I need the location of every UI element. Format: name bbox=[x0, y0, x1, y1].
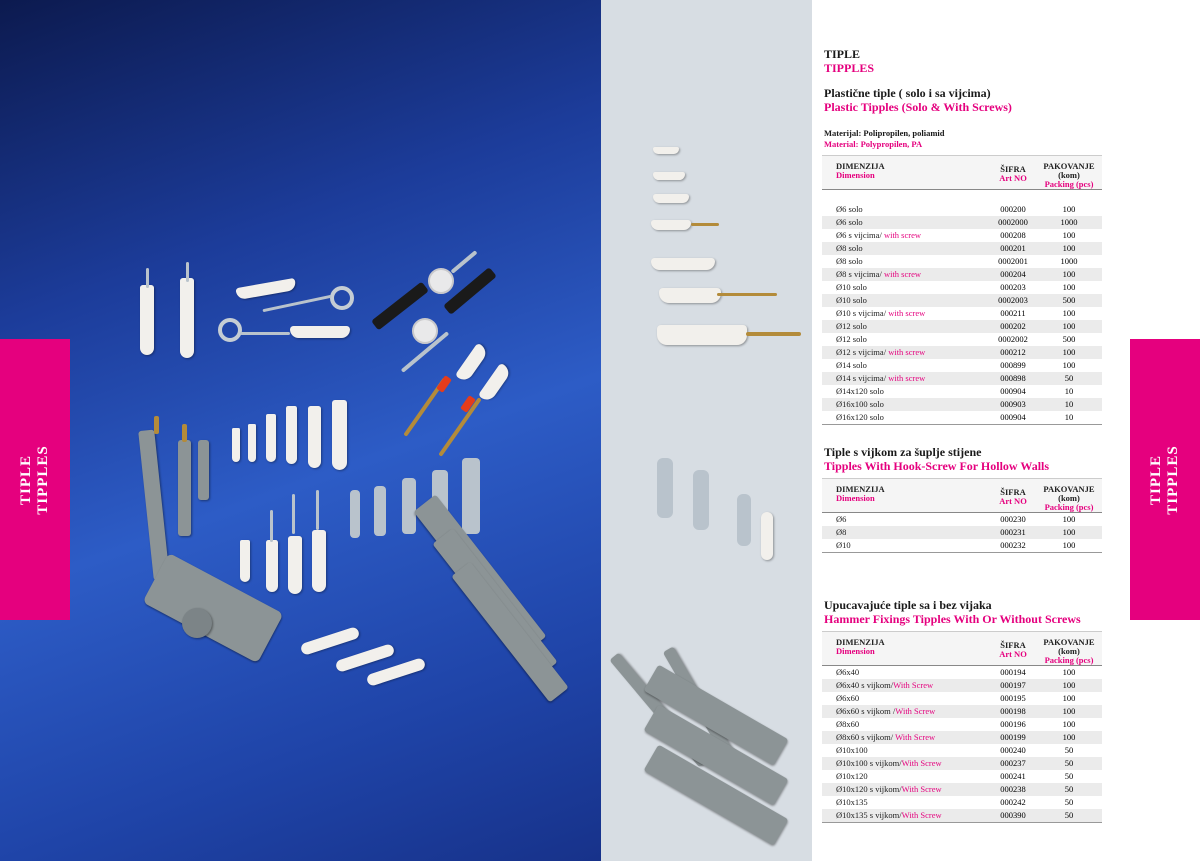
dimension-text: Ø10x135 bbox=[836, 797, 868, 807]
cell-packing: 100 bbox=[1062, 667, 1076, 677]
cell-packing: 50 bbox=[1064, 784, 1074, 794]
table-row bbox=[822, 411, 1102, 425]
cell-packing: 100 bbox=[1062, 693, 1076, 703]
dimension-text: Ø8x60 s vijkom/ bbox=[836, 732, 896, 742]
cell-dimension bbox=[822, 294, 990, 307]
table-row bbox=[822, 372, 1102, 385]
dimension-text-en: With Screw bbox=[901, 810, 942, 820]
cell-dimension bbox=[822, 268, 990, 281]
cell-packing: 1000 bbox=[1060, 255, 1078, 266]
cell-art-no: 000197 bbox=[1000, 680, 1026, 690]
header-art bbox=[990, 632, 1036, 666]
cell-packing: 100 bbox=[1062, 719, 1076, 729]
dimension-text: Ø10 solo bbox=[836, 281, 867, 292]
cell-art-no: 000208 bbox=[1000, 229, 1026, 240]
cell-art-no: 000212 bbox=[1000, 346, 1026, 357]
cell-art-no: 0002001 bbox=[998, 255, 1028, 266]
page-subtitle: TIPPLES bbox=[824, 61, 875, 75]
screw-image bbox=[240, 332, 290, 335]
dimension-text-en: with screw bbox=[888, 372, 926, 383]
page-title: TIPLE bbox=[824, 47, 861, 61]
cell-art-no: 000390 bbox=[1000, 810, 1026, 820]
dimension-text-en: With Screw bbox=[893, 680, 934, 690]
table-row bbox=[822, 731, 1102, 744]
cell-dimension bbox=[822, 346, 990, 359]
dimension-text: Ø10x120 s vijkom/ bbox=[836, 784, 902, 794]
cell-art-no: 000198 bbox=[1000, 706, 1026, 716]
cell-art-no: 000230 bbox=[1000, 514, 1026, 524]
cell-dimension bbox=[822, 229, 990, 242]
dimension-text-en: With Screw bbox=[901, 784, 942, 794]
table-row bbox=[822, 333, 1102, 346]
header-packing bbox=[1036, 156, 1102, 190]
section1-title: Plastične tiple ( solo i sa vijcima) bbox=[824, 86, 991, 100]
table-row bbox=[822, 783, 1102, 796]
dowel-image bbox=[288, 536, 302, 594]
cell-dimension bbox=[822, 705, 990, 718]
cell-dimension bbox=[822, 385, 990, 398]
table-row bbox=[822, 268, 1102, 281]
cell-packing: 10 bbox=[1064, 411, 1074, 422]
cell-packing: 50 bbox=[1064, 758, 1074, 768]
cell-dimension bbox=[822, 216, 990, 229]
cell-dimension bbox=[822, 679, 990, 692]
gold-screw-image bbox=[182, 424, 187, 442]
cell-packing: 100 bbox=[1062, 732, 1076, 742]
header-dim-label: DIMENZIJA bbox=[836, 484, 885, 494]
cell-dimension bbox=[822, 359, 990, 372]
table-row bbox=[822, 385, 1102, 398]
dimension-text-en: with screw bbox=[888, 346, 926, 357]
table-row bbox=[822, 718, 1102, 731]
table-row bbox=[822, 796, 1102, 809]
cell-dimension bbox=[822, 281, 990, 294]
header-pack-label-en: Packing (pcs) bbox=[1044, 502, 1094, 512]
material-label-en: Material: Polypropilen, PA bbox=[824, 139, 923, 149]
dowel-image bbox=[651, 220, 691, 230]
table-row bbox=[822, 809, 1102, 823]
header-packing bbox=[1036, 479, 1102, 513]
cell-packing: 1000 bbox=[1060, 216, 1078, 227]
section2-title: Tiple s vijkom za šuplje stijene bbox=[824, 445, 982, 459]
dimension-text: Ø6x40 bbox=[836, 667, 860, 677]
tab-label-en: TIPPLES bbox=[1165, 444, 1181, 515]
cell-art-no: 0002002 bbox=[998, 333, 1028, 344]
header-dim-label-en: Dimension bbox=[836, 646, 875, 656]
dimension-text: Ø16x120 solo bbox=[836, 411, 884, 422]
header-dimension bbox=[822, 156, 990, 190]
section3-title-en: Hammer Fixings Tipples With Or Without Screws bbox=[824, 612, 1081, 626]
photo-strip bbox=[601, 0, 812, 861]
dowel-image bbox=[332, 400, 347, 470]
header-dim-label: DIMENZIJA bbox=[836, 637, 885, 647]
cell-packing: 100 bbox=[1062, 229, 1076, 240]
gold-screw-image bbox=[154, 416, 159, 434]
dimension-text: Ø8 s vijcima/ bbox=[836, 268, 884, 279]
cell-art-no: 000232 bbox=[1000, 540, 1026, 550]
cell-packing: 100 bbox=[1062, 242, 1076, 253]
gray-dowel-image bbox=[198, 440, 209, 500]
cell-dimension bbox=[822, 744, 990, 757]
cell-packing: 100 bbox=[1062, 514, 1076, 524]
table-row bbox=[822, 294, 1102, 307]
dimension-text: Ø10 solo bbox=[836, 294, 867, 305]
header-art-label: ŠIFRA bbox=[1000, 640, 1026, 650]
dimension-text: Ø12 solo bbox=[836, 333, 867, 344]
dowel-image bbox=[478, 363, 512, 404]
header-art-label-en: Art NO bbox=[999, 173, 1027, 183]
hook-screw-image bbox=[146, 268, 149, 288]
cell-dimension bbox=[822, 333, 990, 346]
hollow-anchor-image bbox=[693, 470, 709, 530]
dimension-text: Ø12 solo bbox=[836, 320, 867, 331]
cell-packing: 100 bbox=[1062, 320, 1076, 331]
hollow-anchor-image bbox=[761, 512, 773, 560]
cell-art-no: 000240 bbox=[1000, 745, 1026, 755]
cell-packing: 100 bbox=[1062, 540, 1076, 550]
material-label: Materijal: Polipropilen, poliamid bbox=[824, 128, 945, 138]
dimension-text: Ø8 solo bbox=[836, 255, 863, 266]
hammer-fixing-image bbox=[182, 608, 212, 638]
cell-packing: 10 bbox=[1064, 398, 1074, 409]
hook-screw-image bbox=[186, 262, 189, 282]
cell-dimension bbox=[822, 307, 990, 320]
dimension-text: Ø10 bbox=[836, 540, 851, 550]
table-row bbox=[822, 359, 1102, 372]
dowel-image bbox=[653, 172, 685, 180]
header-art-label-en: Art NO bbox=[999, 649, 1027, 659]
cell-dimension bbox=[822, 526, 990, 539]
table-row bbox=[822, 281, 1102, 294]
cell-dimension bbox=[822, 809, 990, 823]
cell-art-no: 000202 bbox=[1000, 320, 1026, 331]
gold-screw-image bbox=[717, 293, 777, 296]
cell-art-no: 000211 bbox=[1000, 307, 1026, 318]
cell-dimension bbox=[822, 757, 990, 770]
cell-art-no: 000203 bbox=[1000, 281, 1026, 292]
header-art-label: ŠIFRA bbox=[1000, 164, 1026, 174]
hook-dowel-image bbox=[140, 285, 154, 355]
gray-dowel-image bbox=[178, 440, 191, 536]
dimension-text: Ø16x100 solo bbox=[836, 398, 884, 409]
dowel-image bbox=[657, 325, 747, 345]
cell-packing: 100 bbox=[1062, 203, 1076, 214]
cell-dimension bbox=[822, 411, 990, 425]
table-row bbox=[822, 757, 1102, 770]
header-pack-label-en: Packing (pcs) bbox=[1044, 179, 1094, 189]
dimension-text: Ø14 solo bbox=[836, 359, 867, 370]
dowel-image bbox=[235, 278, 296, 300]
cell-dimension bbox=[822, 770, 990, 783]
cell-art-no: 000242 bbox=[1000, 797, 1026, 807]
table-row bbox=[822, 679, 1102, 692]
header-pack-label: PAKOVANJE (kom) bbox=[1043, 484, 1095, 503]
gold-screw-image bbox=[691, 223, 719, 226]
cell-art-no: 0002003 bbox=[998, 294, 1028, 305]
cell-dimension bbox=[822, 398, 990, 411]
tab-label-en: TIPPLES bbox=[35, 444, 51, 515]
dimension-text: Ø6 bbox=[836, 514, 847, 524]
cell-art-no: 000898 bbox=[1000, 372, 1026, 383]
table-row bbox=[822, 513, 1102, 527]
dimension-text: Ø8 bbox=[836, 527, 847, 537]
cell-art-no: 000237 bbox=[1000, 758, 1026, 768]
header-dim-label: DIMENZIJA bbox=[836, 161, 885, 171]
dimension-text: Ø6x60 s vijkom / bbox=[836, 706, 896, 716]
dowel-image bbox=[248, 424, 256, 462]
header-dimension bbox=[822, 479, 990, 513]
cell-packing: 50 bbox=[1064, 372, 1074, 383]
section1-title-en: Plastic Tipples (Solo & With Screws) bbox=[824, 100, 1012, 114]
table-row bbox=[822, 320, 1102, 333]
table-row bbox=[822, 770, 1102, 783]
cell-art-no: 000899 bbox=[1000, 359, 1026, 370]
dimension-text-en: With Screw bbox=[895, 732, 936, 742]
cell-dimension bbox=[822, 513, 990, 527]
dimension-text: Ø14 s vijcima/ bbox=[836, 372, 889, 383]
dowel-image bbox=[266, 540, 278, 592]
header-pack-label: PAKOVANJE (kom) bbox=[1043, 161, 1095, 180]
cell-packing: 100 bbox=[1062, 706, 1076, 716]
cell-packing: 50 bbox=[1064, 810, 1074, 820]
dimension-text: Ø10x100 s vijkom/ bbox=[836, 758, 902, 768]
cell-art-no: 000204 bbox=[1000, 268, 1026, 279]
cell-dimension bbox=[822, 666, 990, 680]
table-row bbox=[822, 692, 1102, 705]
dimension-text: Ø8x60 bbox=[836, 719, 860, 729]
cell-dimension bbox=[822, 320, 990, 333]
header-art-label: ŠIFRA bbox=[1000, 487, 1026, 497]
dowel-image bbox=[290, 326, 350, 338]
hook-screw-image bbox=[270, 510, 273, 542]
gold-screw-image bbox=[746, 332, 801, 336]
hollow-anchor-image bbox=[657, 458, 673, 518]
cell-dimension bbox=[822, 203, 990, 216]
cell-art-no: 000201 bbox=[1000, 242, 1026, 253]
dowel-image bbox=[232, 428, 240, 462]
dowel-image bbox=[455, 343, 489, 384]
dimension-text-en: with screw bbox=[883, 268, 921, 279]
header-pack-label: PAKOVANJE (kom) bbox=[1043, 637, 1095, 656]
dimension-text: Ø6x60 bbox=[836, 693, 860, 703]
cell-packing: 10 bbox=[1064, 385, 1074, 396]
cell-art-no: 000196 bbox=[1000, 719, 1026, 729]
hollow-anchor-image bbox=[374, 486, 386, 536]
dimension-text: Ø6 s vijcima/ bbox=[836, 229, 884, 240]
cell-packing: 100 bbox=[1062, 346, 1076, 357]
cell-packing: 100 bbox=[1062, 268, 1076, 279]
header-pack-label-en: Packing (pcs) bbox=[1044, 655, 1094, 665]
cell-dimension bbox=[822, 783, 990, 796]
cell-art-no: 000903 bbox=[1000, 398, 1026, 409]
header-art bbox=[990, 479, 1036, 513]
cell-dimension bbox=[822, 539, 990, 553]
cell-dimension bbox=[822, 255, 990, 268]
cell-packing: 50 bbox=[1064, 771, 1074, 781]
cell-art-no: 000195 bbox=[1000, 693, 1026, 703]
table-row bbox=[822, 307, 1102, 320]
section-tab-left bbox=[0, 339, 70, 620]
header-packing bbox=[1036, 632, 1102, 666]
header-dim-label-en: Dimension bbox=[836, 493, 875, 503]
cell-art-no: 0002000 bbox=[998, 216, 1028, 227]
product-table-2 bbox=[822, 478, 1102, 553]
header-dim-label-en: Dimension bbox=[836, 170, 875, 180]
dimension-text: Ø10 s vijcima/ bbox=[836, 307, 889, 318]
dimension-text: Ø8 solo bbox=[836, 242, 863, 253]
dowel-image bbox=[286, 406, 297, 464]
tab-label: TIPLE bbox=[18, 454, 34, 505]
table-row bbox=[822, 216, 1102, 229]
cell-packing: 500 bbox=[1062, 333, 1076, 344]
dimension-text: Ø10x120 bbox=[836, 771, 868, 781]
cell-dimension bbox=[822, 718, 990, 731]
table-row bbox=[822, 666, 1102, 680]
section-tab-right bbox=[1130, 339, 1200, 620]
dimension-text: Ø6x40 s vijkom/ bbox=[836, 680, 894, 690]
cell-dimension bbox=[822, 692, 990, 705]
hook-eye-image bbox=[218, 318, 242, 342]
table-row bbox=[822, 255, 1102, 268]
cell-art-no: 000194 bbox=[1000, 667, 1026, 677]
cell-packing: 100 bbox=[1062, 307, 1076, 318]
hollow-anchor-image bbox=[462, 458, 480, 534]
dimension-text-en: with screw bbox=[883, 229, 921, 240]
dimension-text: Ø6 solo bbox=[836, 216, 863, 227]
product-table-3 bbox=[822, 631, 1102, 823]
dowel-image bbox=[240, 540, 250, 582]
hook-screw-image bbox=[316, 490, 319, 530]
screw-image bbox=[262, 295, 331, 312]
table-row bbox=[822, 398, 1102, 411]
hollow-anchor-image bbox=[737, 494, 751, 546]
table-row bbox=[822, 744, 1102, 757]
table-row bbox=[822, 203, 1102, 216]
washer-image bbox=[428, 268, 454, 294]
table-row bbox=[822, 539, 1102, 553]
dimension-text: Ø14x120 solo bbox=[836, 385, 884, 396]
cell-art-no: 000904 bbox=[1000, 411, 1026, 422]
table-row bbox=[822, 242, 1102, 255]
cell-packing: 100 bbox=[1062, 680, 1076, 690]
dowel-image bbox=[312, 530, 326, 592]
dowel-image bbox=[653, 147, 679, 154]
dowel-image bbox=[659, 288, 721, 303]
hook-screw-image bbox=[292, 494, 295, 534]
cell-art-no: 000200 bbox=[1000, 203, 1026, 214]
cell-packing: 50 bbox=[1064, 797, 1074, 807]
cell-packing: 100 bbox=[1062, 527, 1076, 537]
dowel-image bbox=[266, 414, 276, 462]
dimension-text: Ø10x100 bbox=[836, 745, 868, 755]
header-art bbox=[990, 156, 1036, 190]
hammer-fixing-image bbox=[142, 553, 283, 663]
dimension-text-en: with screw bbox=[888, 307, 926, 318]
dowel-image bbox=[651, 258, 715, 270]
section3-title: Upucavajuće tiple sa i bez vijaka bbox=[824, 598, 992, 612]
cell-packing: 100 bbox=[1062, 359, 1076, 370]
dimension-text: Ø10x135 s vijkom/ bbox=[836, 810, 902, 820]
cell-art-no: 000238 bbox=[1000, 784, 1026, 794]
table-row bbox=[822, 229, 1102, 242]
product-table-1 bbox=[822, 155, 1102, 425]
header-dimension bbox=[822, 632, 990, 666]
dimension-text: Ø12 s vijcima/ bbox=[836, 346, 889, 357]
cell-dimension bbox=[822, 242, 990, 255]
cell-dimension bbox=[822, 796, 990, 809]
header-art-label-en: Art NO bbox=[999, 496, 1027, 506]
dowel-image bbox=[308, 406, 321, 468]
cell-dimension bbox=[822, 731, 990, 744]
cell-art-no: 000241 bbox=[1000, 771, 1026, 781]
cell-dimension bbox=[822, 372, 990, 385]
table-row bbox=[822, 705, 1102, 718]
hammer-fixing-image bbox=[451, 562, 568, 703]
table-row bbox=[822, 346, 1102, 359]
cell-art-no: 000231 bbox=[1000, 527, 1026, 537]
table-row bbox=[822, 526, 1102, 539]
hook-eye-image bbox=[330, 286, 354, 310]
screw-image bbox=[450, 250, 477, 274]
dimension-text: Ø6 solo bbox=[836, 203, 863, 214]
section2-title-en: Tipples With Hook-Screw For Hollow Walls bbox=[824, 459, 1050, 473]
cell-packing: 500 bbox=[1062, 294, 1076, 305]
dimension-text-en: With Screw bbox=[895, 706, 936, 716]
cell-packing: 100 bbox=[1062, 281, 1076, 292]
cell-art-no: 000904 bbox=[1000, 385, 1026, 396]
cell-packing: 50 bbox=[1064, 745, 1074, 755]
hollow-anchor-image bbox=[402, 478, 416, 534]
tab-label: TIPLE bbox=[1148, 454, 1164, 505]
hollow-anchor-image bbox=[350, 490, 360, 538]
dowel-image bbox=[653, 194, 689, 203]
cell-art-no: 000199 bbox=[1000, 732, 1026, 742]
drywall-anchor-image bbox=[366, 657, 427, 687]
hook-dowel-image bbox=[180, 278, 194, 358]
drywall-anchor-image bbox=[300, 626, 361, 656]
dimension-text-en: With Screw bbox=[901, 758, 942, 768]
red-collar-image bbox=[436, 375, 452, 393]
